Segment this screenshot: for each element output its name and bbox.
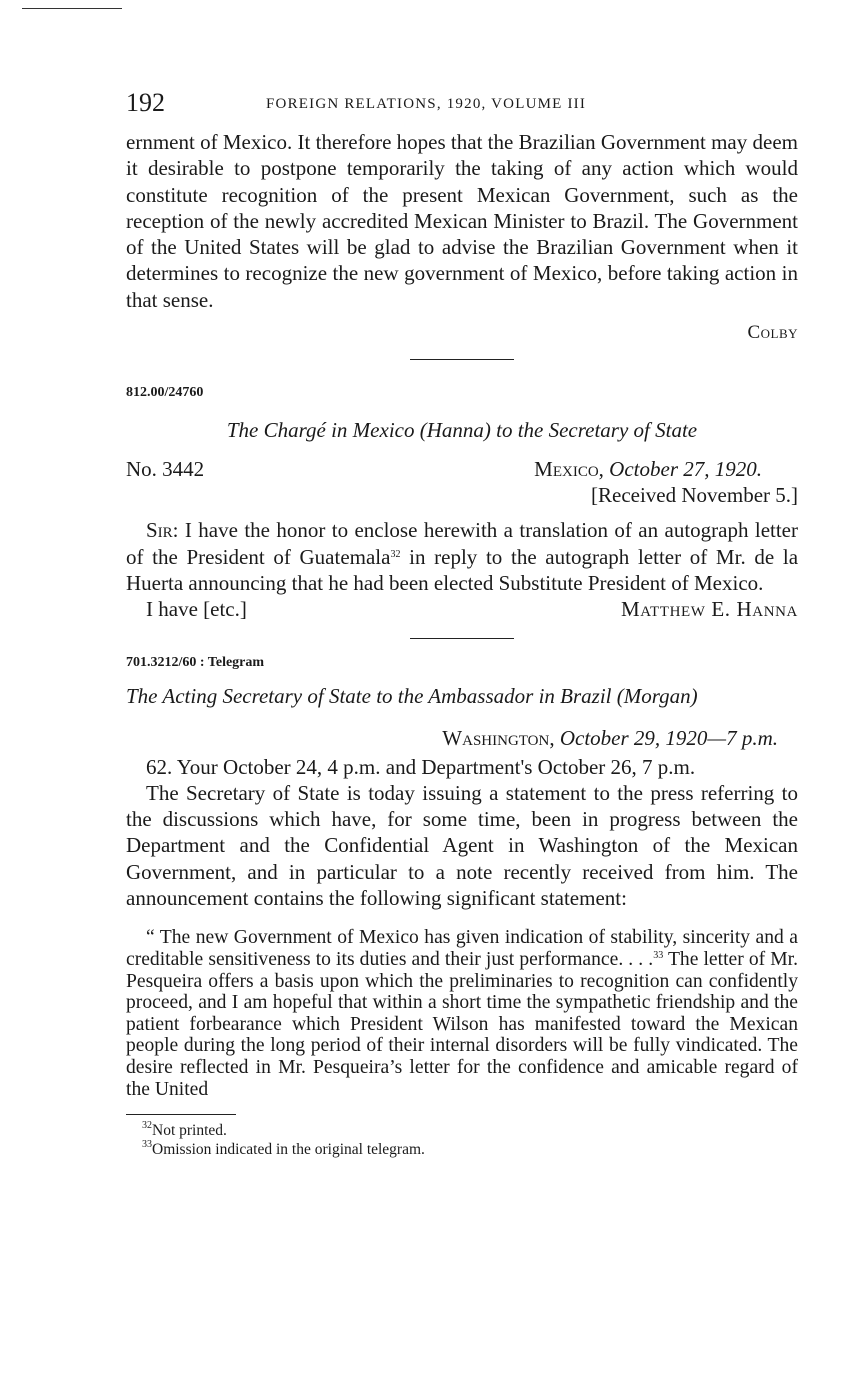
dispatch-number: No. 3442	[126, 457, 205, 482]
document-page	[126, 86, 798, 1159]
running-title: FOREIGN RELATIONS, 1920, VOLUME III	[266, 96, 587, 112]
quoted-statement	[126, 927, 798, 1100]
received-line: [Received November 5.]	[591, 483, 798, 508]
footnote-ref-33: 33	[653, 949, 664, 961]
dateline-date: October 27, 1920.	[609, 457, 762, 482]
footnote-text: Not printed.	[152, 1122, 227, 1140]
dateline	[534, 456, 798, 482]
page-header	[126, 86, 798, 120]
telegram-date: October 29, 1920—7 p.m.	[559, 726, 778, 751]
file-number-701: 701.3212/60 : Telegram	[126, 655, 265, 671]
document-title-telegram: The Acting Secretary of State to the Ambassador in Brazil (Morgan)	[126, 684, 698, 709]
hanna-letter-paragraph	[126, 517, 798, 596]
hanna-text-part-1: I have the honor to enclose herewith a translation of an autograph letter of the President of Guatemala	[126, 518, 798, 569]
continuation-paragraph: ernment of Mexico. It therefore hopes that the Brazilian Government may deem it desirable to postpone temporarily the taking of any action which would constitute recognition of the present Mexican Government, such as the reception of the newly accredited Mexican Minister to Brazil. The Government of the United States will be glad to advise the Brazilian Government when it determines to recognize the new government of Mexico, before taking action in that sense.	[126, 130, 798, 312]
footnotes	[126, 1121, 798, 1159]
colby-signature: Colby	[747, 322, 798, 344]
telegram-place: Washington,	[442, 726, 555, 751]
telegram-paragraph-2: The Secretary of State is today issuing a statement to the press referring to the discussions which have, for some time, been in progress between the Department and the Confidential Agent in Washington of the Mexican Government, and in particular to a note recently received from him. The announcement contains the following significant statement:	[126, 780, 798, 911]
section-divider	[410, 359, 514, 360]
footnote-mark: 32	[142, 1120, 152, 1132]
closing-row	[126, 596, 798, 622]
footnote-rule	[126, 1114, 236, 1115]
footnote-text: Omission indicated in the original telegram.	[152, 1141, 425, 1159]
quote-part-2: The letter of Mr. Pesqueira offers a basis upon which the preliminaries to recognition can confidently proceed, and I am hopeful that within a short time the sympathetic friendship and the patient forbearance which President Wilson has manifested toward the Mexican people during the long period of their internal disorders will be fully vindicated. The desire reflected in Mr. Pesqueira’s letter for the confidence and amicable regard of the United	[126, 948, 799, 1100]
file-number-812: 812.00/24760	[126, 385, 204, 401]
dateline-place: Mexico,	[534, 457, 604, 482]
footnote-32	[142, 1121, 798, 1140]
top-edge-rule	[22, 8, 122, 9]
closing-formula: I have [etc.]	[146, 597, 247, 622]
footnote-ref-32: 32	[390, 548, 401, 560]
dateline-row	[126, 456, 798, 482]
quote-part-1: “ The new Government of Mexico has given indication of stability, sincerity and a creditable sensitiveness to its duties and their just performance. . . .	[126, 927, 798, 970]
footnote-33	[142, 1140, 798, 1159]
salutation: Sir:	[146, 518, 179, 543]
footnote-mark: 33	[142, 1139, 152, 1151]
hanna-text-part-2: in reply to the autograph letter of Mr. de la Huerta announcing that he had been elected Substitute President of Mexico.	[126, 544, 799, 595]
document-title-hanna: The Chargé in Mexico (Hanna) to the Secretary of State	[226, 418, 698, 443]
section-divider	[410, 638, 514, 639]
hanna-signature: Matthew E. Hanna	[621, 597, 798, 622]
telegram-dateline	[126, 725, 798, 751]
page-number: 192	[126, 88, 165, 117]
telegram-paragraph-1: 62. Your October 24, 4 p.m. and Department's October 26, 7 p.m.	[146, 754, 696, 779]
